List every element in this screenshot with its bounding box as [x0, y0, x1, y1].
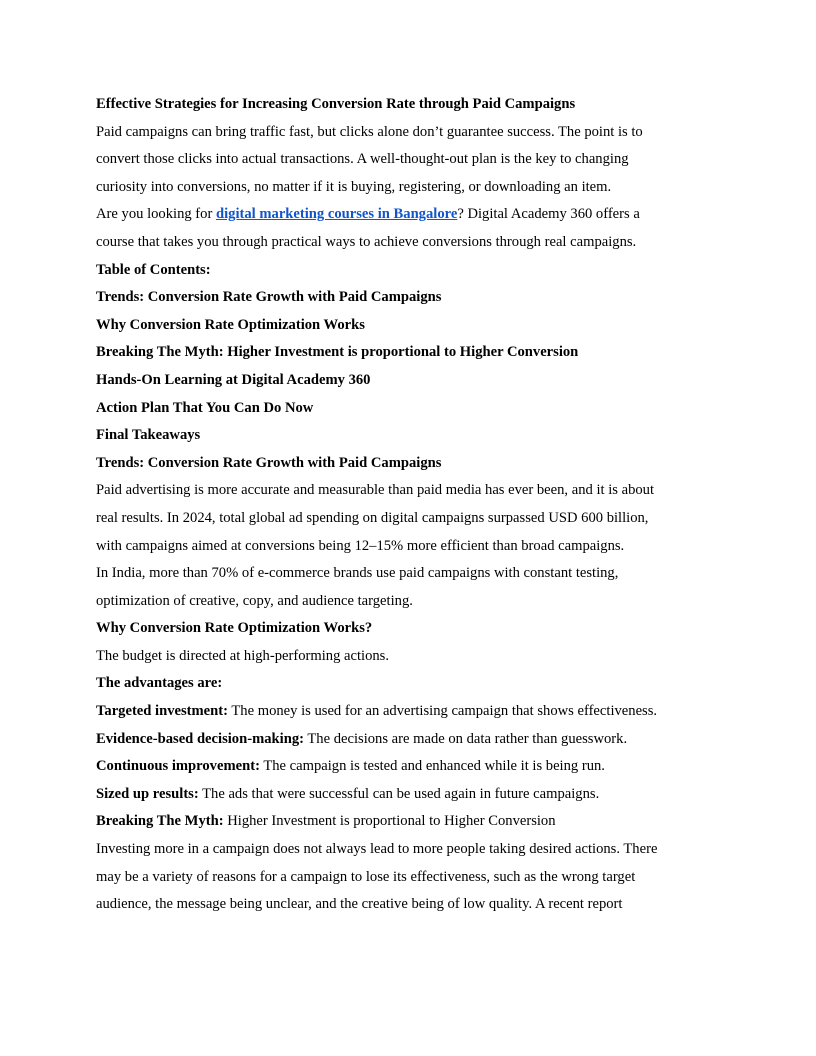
toc-heading: Table of Contents:: [96, 261, 211, 278]
advantage-term: Continuous improvement:: [96, 758, 260, 775]
intro-line: convert those clicks into actual transactions. A well-thought-out plan is the key to changing: [96, 151, 629, 168]
intro-line: curiosity into conversions, no matter if it is buying, registering, or downloading an item.: [96, 178, 612, 195]
trends-line: Paid advertising is more accurate and measurable than paid media has ever been, and it is about: [96, 482, 655, 499]
document-page: [96, 91, 726, 919]
advantage-term: Sized up results:: [96, 785, 199, 802]
toc-item: Breaking The Myth: Higher Investment is proportional to Higher Conversion: [96, 344, 579, 361]
toc-item: Action Plan That You Can Do Now: [96, 399, 314, 416]
advantage-item: [96, 781, 726, 809]
toc-item: Hands-On Learning at Digital Academy 360: [96, 371, 371, 388]
trends-line: optimization of creative, copy, and audience targeting.: [96, 592, 413, 609]
promo-suffix: ? Digital Academy 360 offers a: [457, 206, 640, 223]
myth-line: Investing more in a campaign does not always lead to more people taking desired actions. There: [96, 841, 658, 858]
advantages-heading: The advantages are:: [96, 675, 223, 692]
trends-line: real results. In 2024, total global ad spending on digital campaigns surpassed USD 600 billion,: [96, 509, 649, 526]
advantage-term: Evidence-based decision-making:: [96, 730, 304, 747]
why-intro: The budget is directed at high-performing actions.: [96, 647, 390, 664]
advantage-item: [96, 753, 726, 781]
advantage-term: Targeted investment:: [96, 703, 228, 720]
advantage-text: The ads that were successful can be used again in future campaigns.: [198, 785, 600, 802]
promo-line: [96, 201, 726, 229]
trends-line: In India, more than 70% of e-commerce brands use paid campaigns with constant testing,: [96, 565, 619, 582]
intro-line: Paid campaigns can bring traffic fast, but clicks alone don’t guarantee success. The point is to: [96, 123, 643, 140]
myth-line: audience, the message being unclear, and the creative being of low quality. A recent report: [96, 896, 623, 913]
promo-line-2: course that takes you through practical ways to achieve conversions through real campaigns.: [96, 233, 637, 250]
advantage-text: The campaign is tested and enhanced while it is being run.: [259, 758, 605, 775]
myth-line: may be a variety of reasons for a campaign to lose its effectiveness, such as the wrong target: [96, 868, 636, 885]
section-heading-why: Why Conversion Rate Optimization Works?: [96, 620, 373, 637]
course-link[interactable]: digital marketing courses in Bangalore: [215, 206, 458, 223]
section-heading-myth: [96, 808, 726, 836]
toc-item: Trends: Conversion Rate Growth with Paid Campaigns: [96, 289, 442, 306]
myth-heading-rest: Higher Investment is proportional to Higher Conversion: [223, 813, 556, 830]
toc-item: Final Takeaways: [96, 427, 201, 444]
trends-line: with campaigns aimed at conversions being 12–15% more efficient than broad campaigns.: [96, 537, 625, 554]
advantage-item: [96, 726, 726, 754]
section-heading-trends: Trends: Conversion Rate Growth with Paid Campaigns: [96, 454, 442, 471]
advantage-text: The decisions are made on data rather than guesswork.: [303, 730, 628, 747]
myth-heading-bold: Breaking The Myth:: [96, 813, 224, 830]
toc-item: Why Conversion Rate Optimization Works: [96, 316, 365, 333]
advantage-item: [96, 698, 726, 726]
document-title: Effective Strategies for Increasing Conversion Rate through Paid Campaigns: [96, 96, 576, 112]
promo-prefix: Are you looking for: [96, 206, 216, 223]
advantage-text: The money is used for an advertising campaign that shows effectiveness.: [228, 703, 658, 720]
